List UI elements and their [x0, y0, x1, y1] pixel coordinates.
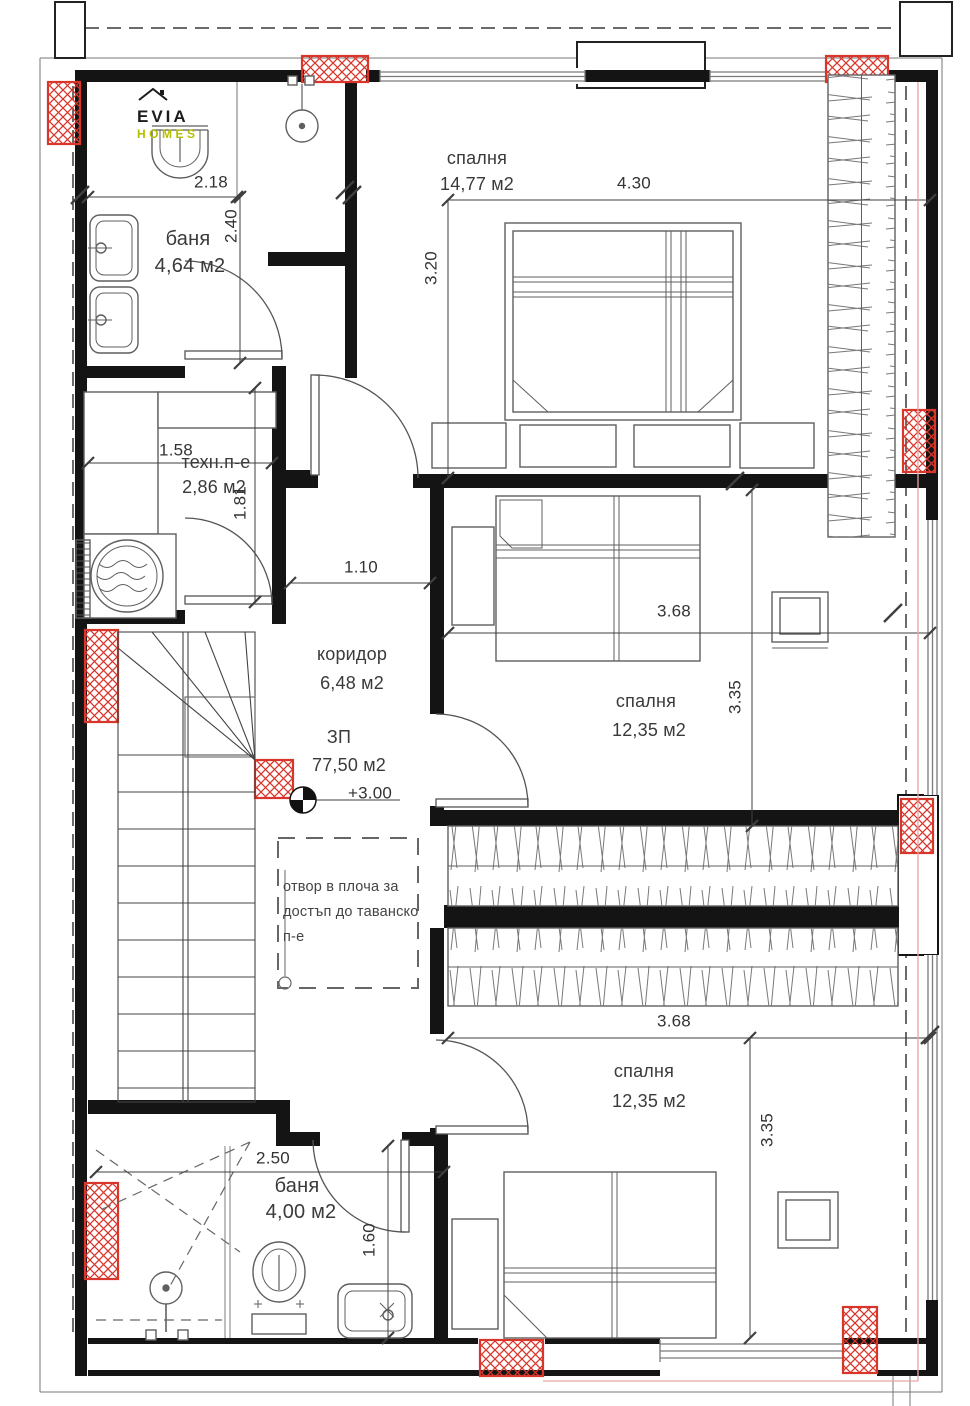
room-label-bath-top: баня: [165, 228, 211, 250]
radiator-icon: [76, 540, 90, 618]
window-right-middle: [924, 520, 940, 795]
dim-tech-width: 1.58: [159, 440, 193, 460]
attic-note-line3: п-е: [283, 929, 305, 945]
dim-bath-bottom-width: 2.50: [256, 1148, 290, 1168]
zp-area: 77,50 м2: [311, 755, 387, 775]
door-bedroom-top: [311, 375, 418, 478]
desk: [772, 592, 828, 648]
dim-bath-top-depth: 2.40: [221, 209, 241, 243]
dim-bedroom-middle-width: 3.68: [657, 601, 691, 621]
logo-house-icon: [137, 86, 201, 102]
attic-note-line1: отвор в плоча за: [283, 879, 399, 895]
bench: [634, 425, 730, 467]
shaft-hatch-icon: [480, 1340, 543, 1376]
dim-bedroom-bottom-depth: 3.35: [757, 1113, 777, 1147]
door-tech-room: [185, 518, 272, 605]
dim-bath-top-width: 2.18: [194, 172, 228, 192]
level-mark: +3.00: [347, 783, 393, 803]
logo: [137, 86, 237, 141]
nightstand: [452, 1219, 498, 1329]
dim-bedroom-top-depth: 3.20: [421, 251, 441, 285]
shower-icon: [237, 76, 318, 200]
shaft-hatch-icon: [85, 630, 118, 722]
shaft-hatch-icon: [85, 1183, 118, 1279]
room-area-bedroom-bottom: 12,35 м2: [611, 1091, 687, 1111]
shaft-hatch-icon: [903, 410, 935, 472]
room-area-tech: 2,86 м2: [182, 477, 246, 497]
window-bottom: [660, 1337, 843, 1377]
shaft-hatch-icon: [255, 760, 293, 798]
dim-bedroom-top-width: 4.30: [617, 173, 651, 193]
shelf: [158, 392, 276, 428]
shaft-hatch-icon: [901, 799, 933, 853]
dim-tech-depth: 1.81: [230, 486, 250, 520]
room-area-bedroom-middle: 12,35 м2: [611, 720, 687, 740]
door-bedroom-middle: [436, 714, 528, 807]
room-label-corridor: коридор: [316, 644, 388, 664]
desk: [778, 1192, 838, 1248]
shaft-hatch-icon: [48, 82, 80, 144]
room-label-bedroom-top: спалня: [446, 148, 508, 168]
room-label-tech: техн.п-е: [181, 452, 251, 472]
room-label-bath-bottom: баня: [274, 1175, 320, 1197]
door-bedroom-bottom: [436, 1040, 528, 1134]
dim-bedroom-bottom-width: 3.68: [657, 1011, 691, 1031]
toilet-icon: [252, 1242, 306, 1334]
wardrobe: [448, 928, 898, 1006]
nightstand: [432, 423, 506, 468]
bed-single: [504, 1172, 716, 1338]
room-label-bedroom-bottom: спалня: [613, 1061, 675, 1081]
logo-line2: HOMES: [137, 127, 199, 141]
shaft-hatches: [48, 56, 935, 1376]
level-marker-icon: [290, 787, 316, 813]
dim-bedroom-middle-depth: 3.35: [725, 680, 745, 714]
shaft-hatch-icon: [843, 1307, 877, 1373]
zp-label: ЗП: [326, 727, 352, 747]
dim-corridor-width: 1.10: [344, 557, 378, 577]
wardrobe: [828, 75, 895, 537]
room-area-bedroom-top: 14,77 м2: [439, 174, 515, 194]
bench: [520, 425, 616, 467]
attic-note-line2: достъп до таванско: [283, 904, 419, 920]
room-area-corridor: 6,48 м2: [320, 673, 384, 693]
staircase: [118, 632, 255, 1102]
room-area-bath-bottom: 4,00 м2: [265, 1201, 337, 1223]
sink-icon: [88, 215, 138, 281]
room-label-bedroom-middle: спалня: [615, 691, 677, 711]
bed-single: [496, 496, 700, 661]
dim-bath-bottom-depth: 1.60: [359, 1223, 379, 1257]
washing-machine-icon: [84, 534, 176, 618]
window-top-left: [380, 68, 585, 84]
nightstand: [452, 527, 494, 625]
logo-line1: EVIA: [137, 107, 189, 126]
room-area-bath-top: 4,64 м2: [154, 255, 226, 277]
bed-double: [505, 223, 741, 420]
wardrobe: [448, 826, 898, 906]
window-right-bottom: [924, 955, 940, 1300]
sink-icon: [338, 1284, 412, 1338]
shower-icon: [146, 1272, 188, 1340]
window-top-right: [710, 68, 826, 84]
nightstand: [740, 423, 814, 468]
sink-icon: [88, 287, 138, 353]
